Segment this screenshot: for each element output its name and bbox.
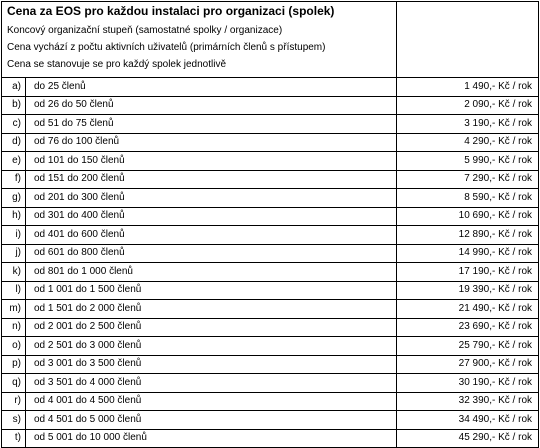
annual-price: 3 190,- Kč / rok — [397, 115, 539, 134]
table-row — [2, 337, 539, 356]
annual-price: 8 590,- Kč / rok — [397, 189, 539, 208]
table-row — [2, 226, 539, 245]
pricing-table-body — [2, 2, 539, 448]
member-range: od 301 do 400 členů — [26, 207, 397, 226]
tier-label: p) — [2, 355, 26, 374]
member-range: od 151 do 200 členů — [26, 170, 397, 189]
table-row — [2, 318, 539, 337]
tier-label: q) — [2, 374, 26, 393]
tier-label: t) — [2, 429, 26, 448]
table-row — [2, 115, 539, 134]
member-range: od 5 001 do 10 000 členů — [26, 429, 397, 448]
member-range: od 101 do 150 členů — [26, 152, 397, 171]
table-row — [2, 355, 539, 374]
tier-label: n) — [2, 318, 26, 337]
header-cell — [2, 2, 397, 78]
annual-price: 25 790,- Kč / rok — [397, 337, 539, 356]
header-empty-cell — [397, 2, 539, 78]
annual-price: 32 390,- Kč / rok — [397, 392, 539, 411]
annual-price: 23 690,- Kč / rok — [397, 318, 539, 337]
tier-label: c) — [2, 115, 26, 134]
member-range: od 3 501 do 4 000 členů — [26, 374, 397, 393]
annual-price: 30 190,- Kč / rok — [397, 374, 539, 393]
member-range: od 201 do 300 členů — [26, 189, 397, 208]
description-line: Cena vychází z počtu aktivních uživatelů (primárních členů s přístupem) — [7, 42, 326, 53]
annual-price: 10 690,- Kč / rok — [397, 207, 539, 226]
member-range: od 3 001 do 3 500 členů — [26, 355, 397, 374]
table-row — [2, 78, 539, 97]
annual-price: 17 190,- Kč / rok — [397, 263, 539, 282]
table-row — [2, 281, 539, 300]
member-range: od 51 do 75 členů — [26, 115, 397, 134]
annual-price: 21 490,- Kč / rok — [397, 300, 539, 319]
annual-price: 7 290,- Kč / rok — [397, 170, 539, 189]
annual-price: 5 990,- Kč / rok — [397, 152, 539, 171]
table-row — [2, 189, 539, 208]
member-range: od 1 501 do 2 000 členů — [26, 300, 397, 319]
table-row — [2, 263, 539, 282]
table-row — [2, 374, 539, 393]
annual-price: 34 490,- Kč / rok — [397, 411, 539, 430]
member-range: do 25 členů — [26, 78, 397, 97]
member-range: od 401 do 600 členů — [26, 226, 397, 245]
table-row — [2, 300, 539, 319]
table-row — [2, 244, 539, 263]
member-range: od 4 001 do 4 500 členů — [26, 392, 397, 411]
description-line: Koncový organizační stupeň (samostatné spolky / organizace) — [7, 25, 283, 36]
tier-label: i) — [2, 226, 26, 245]
annual-price: 45 290,- Kč / rok — [397, 429, 539, 448]
member-range: od 2 501 do 3 000 členů — [26, 337, 397, 356]
table-row — [2, 152, 539, 171]
tier-label: o) — [2, 337, 26, 356]
tier-label: a) — [2, 78, 26, 97]
tier-label: h) — [2, 207, 26, 226]
tier-label: f) — [2, 170, 26, 189]
table-title: Cena za EOS pro každou instalaci pro organizaci (spolek) — [7, 4, 335, 18]
annual-price: 14 990,- Kč / rok — [397, 244, 539, 263]
description-line: Cena se stanovuje se pro každý spolek jednotlivě — [7, 59, 227, 70]
pricing-table — [1, 1, 539, 448]
table-row — [2, 429, 539, 448]
member-range: od 2 001 do 2 500 členů — [26, 318, 397, 337]
member-range: od 801 do 1 000 členů — [26, 263, 397, 282]
member-range: od 4 501 do 5 000 členů — [26, 411, 397, 430]
header-row — [2, 2, 539, 78]
annual-price: 4 290,- Kč / rok — [397, 133, 539, 152]
tier-label: e) — [2, 152, 26, 171]
annual-price: 12 890,- Kč / rok — [397, 226, 539, 245]
tier-label: d) — [2, 133, 26, 152]
table-row — [2, 96, 539, 115]
table-row — [2, 392, 539, 411]
tier-label: r) — [2, 392, 26, 411]
annual-price: 27 900,- Kč / rok — [397, 355, 539, 374]
tier-label: k) — [2, 263, 26, 282]
annual-price: 19 390,- Kč / rok — [397, 281, 539, 300]
member-range: od 1 001 do 1 500 členů — [26, 281, 397, 300]
tier-label: m) — [2, 300, 26, 319]
table-row — [2, 207, 539, 226]
annual-price: 2 090,- Kč / rok — [397, 96, 539, 115]
annual-price: 1 490,- Kč / rok — [397, 78, 539, 97]
table-row — [2, 170, 539, 189]
tier-label: g) — [2, 189, 26, 208]
member-range: od 601 do 800 členů — [26, 244, 397, 263]
table-row — [2, 411, 539, 430]
table-row — [2, 133, 539, 152]
tier-label: l) — [2, 281, 26, 300]
tier-label: s) — [2, 411, 26, 430]
member-range: od 76 do 100 členů — [26, 133, 397, 152]
tier-label: b) — [2, 96, 26, 115]
tier-label: j) — [2, 244, 26, 263]
member-range: od 26 do 50 členů — [26, 96, 397, 115]
